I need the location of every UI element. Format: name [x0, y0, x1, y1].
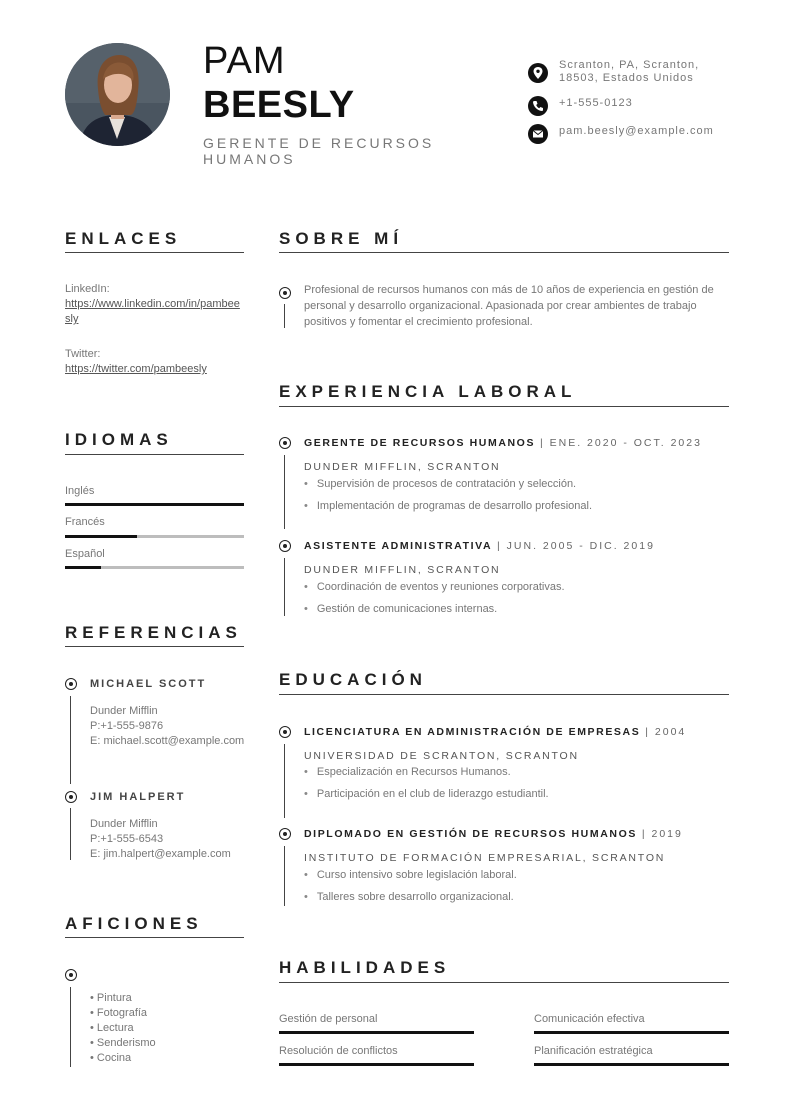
language-english-bar [65, 503, 244, 506]
email-text: pam.beesly@example.com [559, 125, 714, 137]
last-name: BEESLY [203, 84, 355, 126]
job-title: GERENTE DE RECURSOS HUMANOS [203, 135, 435, 167]
experience-dot [279, 540, 291, 552]
education-school: INSTITUTO DE FORMACIÓN EMPRESARIAL, SCRANTON [304, 852, 666, 864]
phone-icon [528, 96, 548, 116]
experience-heading [304, 540, 655, 552]
skill-fill [534, 1031, 729, 1034]
skill-label: Planificación estratégica [534, 1045, 653, 1057]
experience-date: | JUN. 2005 - DIC. 2019 [492, 540, 655, 552]
reference-phone: P:+1-555-9876 [90, 720, 164, 732]
link-linkedin [65, 282, 243, 327]
reference-details [90, 817, 245, 862]
links-title: ENLACES [65, 229, 182, 248]
hobbies-list [90, 991, 156, 1066]
reference-dot [65, 791, 77, 803]
about-text: Profesional de recursos humanos con más de 10 años de experiencia en gestión de personal y desarrollo organizacional. Apasionada por crear ambientes de trabajo positivos y fomentar el crecimiento profesional. [304, 284, 714, 328]
experience-bullet: • Coordinación de eventos y reuniones corporativas. [304, 581, 565, 594]
education-dot [279, 828, 291, 840]
experience-dot [279, 437, 291, 449]
experience-role: GERENTE DE RECURSOS HUMANOS [304, 437, 536, 449]
education-timeline [284, 744, 285, 818]
education-bullet: • Especialización en Recursos Humanos. [304, 766, 511, 779]
skill-bar [279, 1063, 474, 1066]
language-french-fill [65, 535, 137, 538]
first-name: PAM [203, 40, 286, 82]
hobbies-divider [65, 937, 244, 938]
link-twitter-label: Twitter: [65, 348, 101, 360]
skills-title: HABILIDADES [279, 958, 451, 977]
reference-timeline [70, 696, 71, 784]
hobby-item: • Cocina [90, 1052, 132, 1064]
languages-divider [65, 454, 244, 455]
about-dot [279, 287, 291, 299]
skill-bar [534, 1031, 729, 1034]
language-french-bar [65, 535, 244, 538]
language-english: Inglés [65, 485, 95, 497]
language-spanish-bar [65, 566, 244, 569]
address-text: Scranton, PA, Scranton, 18503, Estados Unidos [559, 59, 700, 84]
skill-fill [279, 1031, 474, 1034]
skill-fill [279, 1063, 474, 1066]
skill-fill [534, 1063, 729, 1066]
skill-bar [279, 1031, 474, 1034]
education-bullet: • Talleres sobre desarrollo organizacional. [304, 891, 514, 904]
skill-label: Comunicación efectiva [534, 1013, 645, 1025]
experience-timeline [284, 455, 285, 529]
reference-company: Dunder Mifflin [90, 705, 158, 717]
experience-title: EXPERIENCIA LABORAL [279, 382, 577, 401]
hobbies-title: AFICIONES [65, 914, 203, 933]
education-divider [279, 694, 729, 695]
links-divider [65, 252, 244, 253]
skills-divider [279, 982, 729, 983]
experience-role: ASISTENTE ADMINISTRATIVA [304, 540, 493, 552]
reference-company: Dunder Mifflin [90, 818, 158, 830]
link-linkedin-url[interactable]: https://www.linkedin.com/in/pambeesly [65, 298, 240, 325]
map-pin-icon [528, 63, 548, 83]
hobby-item: • Senderismo [90, 1037, 156, 1049]
experience-date: | ENE. 2020 - OCT. 2023 [535, 437, 702, 449]
language-spanish: Español [65, 548, 105, 560]
about-title: SOBRE MÍ [279, 229, 404, 248]
about-timeline [284, 304, 285, 328]
education-heading [304, 828, 683, 840]
education-degree: DIPLOMADO EN GESTIÓN DE RECURSOS HUMANOS [304, 828, 637, 840]
hobbies-timeline [70, 987, 71, 1067]
reference-name: MICHAEL SCOTT [90, 678, 207, 690]
experience-company: DUNDER MIFFLIN, SCRANTON [304, 461, 501, 473]
experience-timeline [284, 558, 285, 616]
references-divider [65, 646, 244, 647]
experience-heading [304, 437, 702, 449]
hobby-item: • Fotografía [90, 1007, 148, 1019]
skill-bar [534, 1063, 729, 1066]
contact-phone [528, 96, 739, 116]
education-bullet: • Participación en el club de liderazgo estudiantil. [304, 788, 549, 801]
reference-dot [65, 678, 77, 690]
link-twitter-url[interactable]: https://twitter.com/pambeesly [65, 363, 207, 375]
education-heading [304, 726, 686, 738]
profile-photo [65, 43, 170, 146]
contact-address [528, 59, 739, 85]
education-bullet: • Curso intensivo sobre legislación laboral. [304, 869, 517, 882]
about-divider [279, 252, 729, 253]
link-linkedin-label: LinkedIn: [65, 283, 110, 295]
reference-phone: P:+1-555-6543 [90, 833, 164, 845]
phone-text: +1-555-0123 [559, 97, 633, 109]
reference-timeline [70, 808, 71, 860]
education-date: | 2004 [640, 726, 687, 738]
education-dot [279, 726, 291, 738]
reference-name: JIM HALPERT [90, 791, 186, 803]
references-title: REFERENCIAS [65, 623, 242, 642]
language-english-fill [65, 503, 244, 506]
experience-bullet: • Supervisión de procesos de contratación y selección. [304, 478, 576, 491]
language-spanish-fill [65, 566, 101, 569]
reference-email: E: michael.scott@example.com [90, 735, 245, 747]
experience-bullet: • Gestión de comunicaciones internas. [304, 603, 497, 616]
envelope-icon [528, 124, 548, 144]
skill-label: Gestión de personal [279, 1013, 378, 1025]
hobby-item: • Pintura [90, 992, 132, 1004]
education-date: | 2019 [636, 828, 683, 840]
education-degree: LICENCIATURA EN ADMINISTRACIÓN DE EMPRESAS [304, 726, 641, 738]
experience-bullet: • Implementación de programas de desarrollo profesional. [304, 500, 592, 513]
reference-email: E: jim.halpert@example.com [90, 848, 231, 860]
experience-company: DUNDER MIFFLIN, SCRANTON [304, 564, 501, 576]
reference-details [90, 704, 245, 749]
education-timeline [284, 846, 285, 906]
languages-title: IDIOMAS [65, 430, 173, 449]
experience-divider [279, 406, 729, 407]
education-title: EDUCACIÓN [279, 670, 427, 689]
language-french: Francés [65, 516, 105, 528]
contact-email [528, 124, 739, 144]
link-twitter [65, 347, 243, 377]
skill-label: Resolución de conflictos [279, 1045, 398, 1057]
hobby-item: • Lectura [90, 1022, 134, 1034]
education-school: UNIVERSIDAD DE SCRANTON, SCRANTON [304, 750, 579, 762]
hobbies-dot [65, 969, 77, 981]
